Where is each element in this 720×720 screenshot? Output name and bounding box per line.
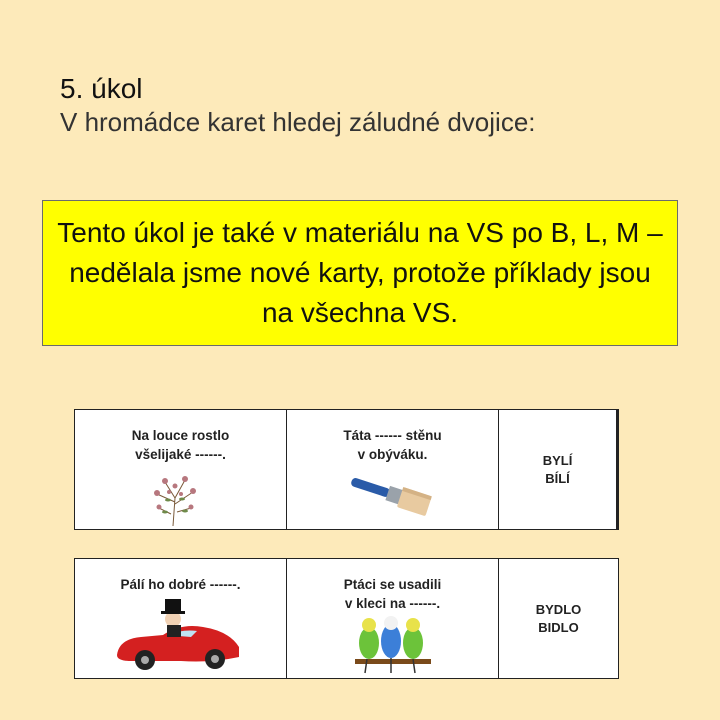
note-text: Tento úkol je také v materiálu na VS po B, L, M – nedělala jsme nové karty, protože příklady jsou na všechna VS. (57, 217, 663, 328)
card-sentence (75, 559, 287, 678)
task-instruction: V hromádce karet hledej záludné dvojice: (60, 107, 536, 137)
herb-icon (135, 468, 215, 528)
paintbrush-icon (347, 468, 437, 524)
note-box (42, 200, 678, 346)
red-car-icon (111, 597, 246, 677)
answer-text: BYLÍ BÍLÍ (542, 452, 573, 486)
card-strip-2 (74, 558, 619, 679)
card-text: Na louce rostlo všelijaké ------. (131, 428, 230, 462)
parakeets-icon (353, 611, 433, 677)
card-answer (499, 559, 618, 678)
card-text: Ptáci se usadili v kleci na ------. (343, 577, 442, 611)
card-text: Pálí ho dobré ------. (120, 577, 241, 592)
card-strip-1 (74, 409, 619, 530)
card-sentence (287, 559, 499, 678)
card-text: Táta ------ stěnu v obýváku. (343, 428, 442, 462)
slide-heading (60, 72, 536, 138)
card-answer (499, 410, 616, 529)
card-sentence (75, 410, 287, 529)
card-sentence (287, 410, 499, 529)
task-number: 5. úkol (60, 73, 143, 104)
answer-text: BYDLO BIDLO (535, 601, 582, 635)
